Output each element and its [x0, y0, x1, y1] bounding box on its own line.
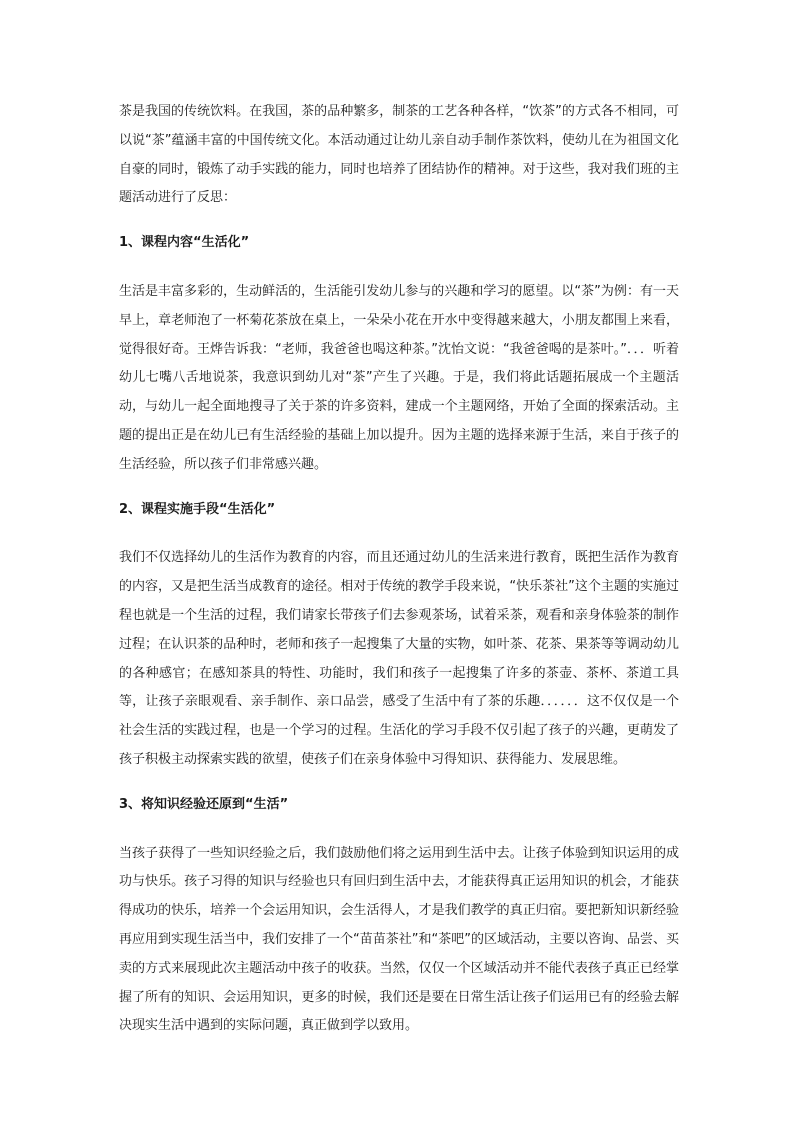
spacer	[119, 820, 679, 840]
section-2-heading: 2、课程实施手段“生活化”	[119, 501, 276, 517]
spacer	[119, 775, 679, 791]
section-2-paragraph: 我们不仅选择幼儿的生活作为教育的内容，而且还通过幼儿的生活来进行教育，既把生活作为教育的内容，又是把生活当成教育的途径。相对于传统的教学手段来说，“快乐茶社”这个主题的实施过程也就是一个生活的过程，我们请家长带孩子们去参观茶场，试着采茶，观看和亲身体验茶的制作过程；在认识茶的品种时，老师和孩子一起搜集了大量的实物，如叶茶、花茶、果茶等等调动幼儿的各种感官；在感知茶具的特性、功能时，我们和孩子一起搜集了许多的茶壶、茶杯、茶道工具等，让孩子亲眼观看、亲手制作、亲口品尝，感受了生活中有了茶的乐趣．．．．．．这不仅仅是一个社会生活的实践过程，也是一个学习的过程。生活化的学习手段不仅引起了孩子的兴趣，更萌发了孩子积极主动探索实践的欲望，使孩子们在亲身体验中习得知识、获得能力、发展思维。	[119, 550, 679, 767]
spacer	[119, 480, 679, 496]
document-body	[119, 98, 679, 1041]
section-1-heading: 1、课程内容“生活化”	[119, 235, 250, 251]
intro-paragraph: 茶是我国的传统饮料。在我国，茶的品种繁多，制茶的工艺各种各样，“饮茶”的方式各不相同，可以说“茶”蕴涵丰富的中国传统文化。本活动通过让幼儿亲自动手制作茶饮料，使幼儿在为祖国文化自豪的同时，锻炼了动手实践的能力，同时也培养了团结协作的精神。对于这些，我对我们班的主题活动进行了反思：	[119, 104, 679, 206]
spacer	[119, 258, 679, 278]
section-3-heading: 3、将知识经验还原到“生活”	[119, 796, 289, 812]
spacer	[119, 213, 679, 229]
section-3-paragraph: 当孩子获得了一些知识经验之后，我们鼓励他们将之运用到生活中去。让孩子体验到知识运用的成功与快乐。孩子习得的知识与经验也只有回归到生活中去，才能获得真正运用知识的机会，才能获得成功的快乐，培养一个会运用知识，会生活得人，才是我们教学的真正归宿。要把新知识新经验再应用到实现生活当中，我们安排了一个“苗苗茶社”和“茶吧”的区域活动，主要以咨询、品尝、买卖的方式来展现此次主题活动中孩子的收获。当然，仅仅一个区域活动并不能代表孩子真正已经掌握了所有的知识、会运用知识，更多的时候，我们还是要在日常生活让孩子们运用已有的经验去解决现实生活中遇到的实际问题，真正做到学以致用。	[119, 845, 679, 1034]
section-1-paragraph: 生活是丰富多彩的，生动鲜活的，生活能引发幼儿参与的兴趣和学习的愿望。以“茶”为例：有一天早上，章老师泡了一杯菊花茶放在桌上，一朵朵小花在开水中变得越来越大，小朋友都围上来看，觉得很好奇。王烨告诉我：“老师，我爸爸也喝这种茶。”沈怡文说：“我爸爸喝的是茶叶。”．．．听着幼儿七嘴八舌地说茶，我意识到幼儿对“茶”产生了兴趣。于是，我们将此话题拓展成一个主题活动，与幼儿一起全面地搜寻了关于茶的许多资料，建成一个主题网络，开始了全面的探索活动。主题的提出正是在幼儿已有生活经验的基础上加以提升。因为主题的选择来源于生活，来自于孩子的生活经验，所以孩子们非常感兴趣。	[119, 283, 679, 472]
spacer	[119, 524, 679, 544]
